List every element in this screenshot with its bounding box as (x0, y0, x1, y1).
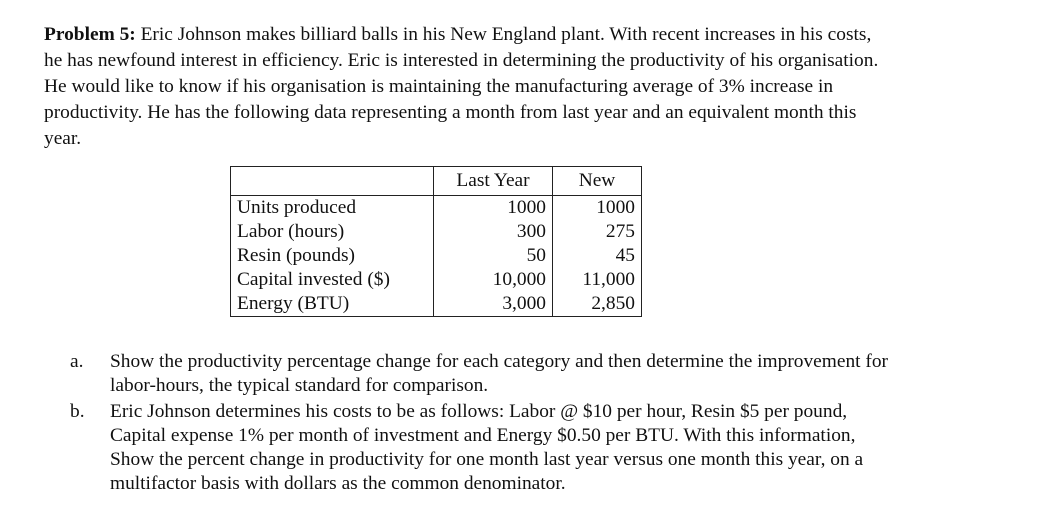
table-header-last-year: Last Year (434, 167, 553, 196)
problem-line-4: productivity. He has the following data representing a month from last year and an equivalent month this (44, 102, 857, 123)
table-header-row (231, 167, 642, 196)
question-a (70, 350, 1030, 398)
row-label-units-produced: Units produced (237, 197, 357, 218)
problem-heading: Problem 5: (44, 24, 136, 45)
question-a-marker: a. (70, 351, 84, 372)
question-b-line-3: Show the percent change in productivity for one month last year versus one month this year, on a (110, 449, 864, 470)
new-units: 1000 (596, 197, 635, 218)
new-resin: 45 (615, 245, 635, 266)
new-labor: 275 (605, 221, 635, 242)
last-year-resin: 50 (526, 245, 546, 266)
question-b (70, 400, 1030, 496)
questions-list (70, 350, 1030, 498)
question-b-line-1: Eric Johnson determines his costs to be as follows: Labor @ $10 per hour, Resin $5 per pound, (110, 401, 848, 422)
row-labels-cell (231, 196, 434, 317)
row-label-resin-pounds: Resin (pounds) (237, 245, 355, 266)
last-year-values-cell (434, 196, 553, 317)
question-a-line-2: labor-hours, the typical standard for comparison. (110, 375, 489, 396)
new-values-cell (553, 196, 642, 317)
row-label-labor-hours: Labor (hours) (237, 221, 345, 242)
question-b-line-4: multifactor basis with dollars as the common denominator. (110, 473, 566, 494)
table-header-new: New (553, 167, 642, 196)
table-body-row (231, 196, 642, 317)
question-b-line-2: Capital expense 1% per month of investment and Energy $0.50 per BTU. With this information, (110, 425, 856, 446)
row-label-capital-invested: Capital invested ($) (237, 269, 390, 290)
question-b-marker: b. (70, 401, 85, 422)
last-year-energy: 3,000 (502, 293, 546, 314)
problem-line-3: He would like to know if his organisation is maintaining the manufacturing average of 3% increase in (44, 76, 834, 97)
table-header-blank (231, 167, 434, 196)
last-year-capital: 10,000 (492, 269, 546, 290)
problem-line-1: Problem 5: Eric Johnson makes billiard balls in his New England plant. With recent increases in his costs, (44, 24, 872, 45)
problem-line-5: year. (44, 128, 82, 149)
question-a-line-1: Show the productivity percentage change for each category and then determine the improvement for (110, 351, 889, 372)
row-label-energy-btu: Energy (BTU) (237, 293, 350, 314)
last-year-labor: 300 (516, 221, 546, 242)
last-year-units: 1000 (507, 197, 546, 218)
new-capital: 11,000 (582, 269, 635, 290)
productivity-data-table (230, 166, 642, 317)
problem-line-2: he has newfound interest in efficiency. Eric is interested in determining the productivity of his organisation. (44, 50, 879, 71)
new-energy: 2,850 (591, 293, 635, 314)
problem-statement (44, 22, 1034, 152)
